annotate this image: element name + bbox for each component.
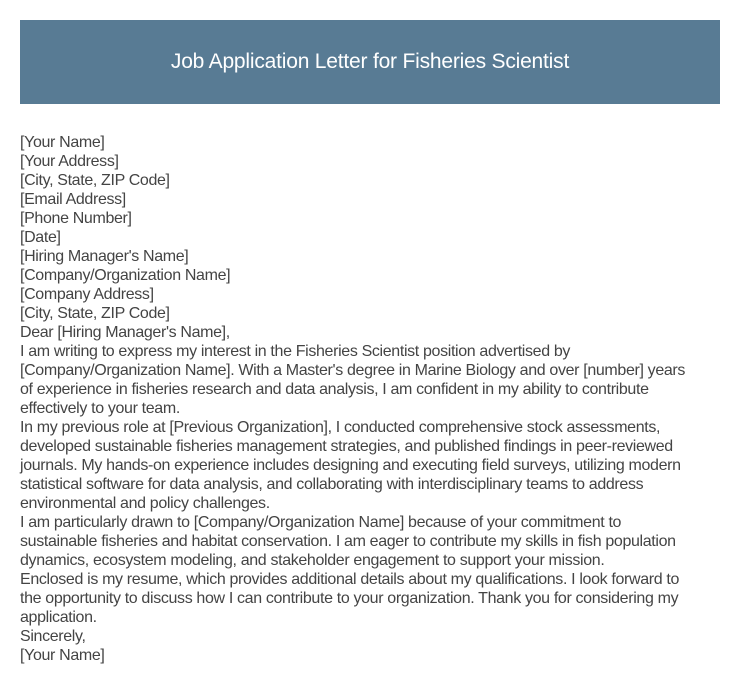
recipient-hiring-manager: [Hiring Manager's Name] [20, 248, 189, 265]
page-title: Job Application Letter for Fisheries Scientist [170, 50, 570, 73]
paragraph-line: statistical software for data analysis, and collaborating with interdisciplinary teams to address [20, 476, 644, 493]
sender-city-state-zip: [City, State, ZIP Code] [20, 172, 170, 189]
sender-email: [Email Address] [20, 191, 126, 208]
sender-phone: [Phone Number] [20, 210, 132, 227]
paragraph-closing [20, 570, 725, 627]
paragraph-experience [20, 418, 725, 513]
recipient-company-address: [Company Address] [20, 286, 154, 303]
signature: [Your Name] [20, 647, 105, 664]
paragraph-line: environmental and policy challenges. [20, 495, 270, 512]
paragraph-line: sustainable fisheries and habitat conservation. I am eager to contribute my skills in fish population [20, 533, 676, 550]
recipient-block [20, 247, 725, 323]
paragraph-line: of experience in fisheries research and data analysis, I am confident in my ability to contribute [20, 381, 649, 398]
paragraph-line: effectively to your team. [20, 400, 180, 417]
paragraph-line: [Company/Organization Name]. With a Master's degree in Marine Biology and over [number] years [20, 362, 686, 379]
paragraph-line: dynamics, ecosystem modeling, and stakeholder engagement to support your mission. [20, 552, 605, 569]
sender-block [20, 133, 725, 228]
paragraph-line: Enclosed is my resume, which provides additional details about my qualifications. I look forward to [20, 571, 680, 588]
letter-body [20, 133, 725, 665]
paragraph-line: the opportunity to discuss how I can contribute to your organization. Thank you for considering my [20, 590, 679, 607]
page-header [20, 20, 720, 104]
salutation: Dear [Hiring Manager's Name], [20, 324, 230, 341]
paragraph-line: application. [20, 609, 97, 626]
paragraph-introduction [20, 342, 725, 418]
letter-date: [Date] [20, 229, 61, 246]
closing: Sincerely, [20, 628, 86, 645]
recipient-city-state-zip: [City, State, ZIP Code] [20, 305, 170, 322]
paragraph-line: I am writing to express my interest in the Fisheries Scientist position advertised by [20, 343, 571, 360]
paragraph-line: I am particularly drawn to [Company/Organization Name] because of your commitment to [20, 514, 622, 531]
recipient-company: [Company/Organization Name] [20, 267, 231, 284]
paragraph-motivation [20, 513, 725, 570]
paragraph-line: developed sustainable fisheries management strategies, and published findings in peer-reviewed [20, 438, 673, 455]
paragraph-line: journals. My hands-on experience includes designing and executing field surveys, utilizing modern [20, 457, 681, 474]
sender-address: [Your Address] [20, 153, 119, 170]
paragraph-line: In my previous role at [Previous Organization], I conducted comprehensive stock assessments, [20, 419, 661, 436]
sender-name: [Your Name] [20, 134, 105, 151]
